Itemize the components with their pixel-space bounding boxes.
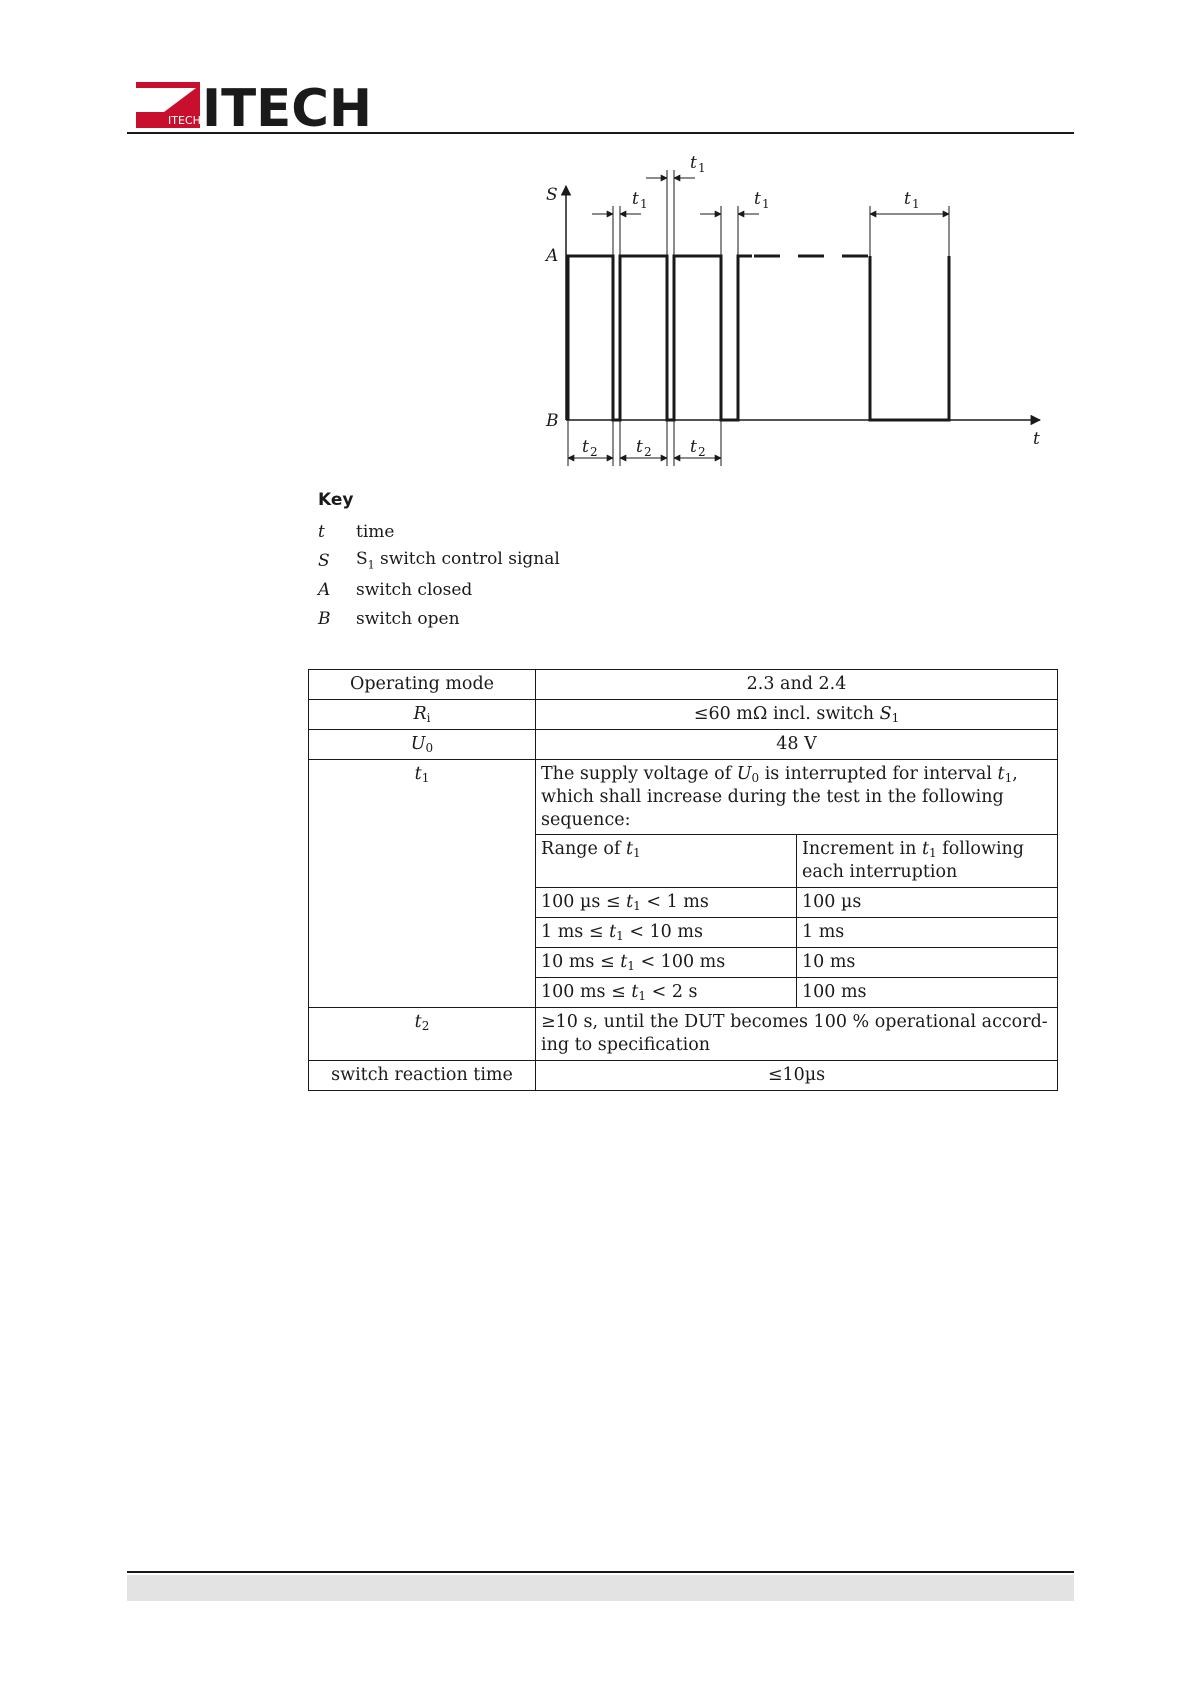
table-row — [536, 835, 1057, 888]
t2-value: ≥10 s, until the DUT becomes 100 % operational accord-ing to specification — [536, 1008, 1058, 1061]
u0-label: $U_0$ — [309, 730, 536, 760]
signal-last-pulse — [870, 256, 949, 420]
axis-t-label: t — [1033, 429, 1040, 449]
range-cell: 1 ms ≤ $t_1 < 10$ ms — [536, 918, 797, 948]
svg-text:t: t — [632, 189, 639, 209]
key-item: S $S_1$ switch control signal — [318, 549, 560, 572]
key-item: B switch open — [318, 608, 460, 629]
increment-cell: 100 ms — [797, 978, 1058, 1008]
table-row — [309, 730, 1058, 760]
table-row — [309, 760, 1058, 1008]
range-cell: 100 ms ≤ $t_1 < 2$ s — [536, 978, 797, 1008]
t1-value — [536, 760, 1058, 1008]
ri-label: $R_i$ — [309, 700, 536, 730]
operating-mode-value: 2.3 and 2.4 — [536, 670, 1058, 700]
increment-cell: 1 ms — [797, 918, 1058, 948]
t1-label: $t_1$ — [309, 760, 536, 1008]
key-item: A switch closed — [318, 579, 473, 600]
increment-cell: 100 µs — [797, 888, 1058, 918]
t2-labels — [582, 437, 706, 459]
key-item: t time — [318, 521, 395, 542]
t2-label: $t_2$ — [309, 1008, 536, 1061]
table-row — [536, 888, 1057, 918]
table-row — [536, 948, 1057, 978]
svg-text:2: 2 — [698, 445, 706, 459]
timing-diagram — [540, 150, 1060, 480]
t1-sequence-table — [536, 834, 1057, 1007]
svg-text:t: t — [904, 189, 911, 209]
table-row — [309, 1061, 1058, 1091]
table-row — [309, 700, 1058, 730]
range-cell: 10 ms ≤ $t_1 < 100$ ms — [536, 948, 797, 978]
u0-value: 48 V — [536, 730, 1058, 760]
t1-intro: The supply voltage of $U_0$ is interrupted for interval $t_1$, which shall increase during the test in the following sequence: — [541, 764, 1018, 830]
increment-cell: 10 ms — [797, 948, 1058, 978]
footer-band — [127, 1575, 1074, 1601]
svg-text:t: t — [582, 437, 589, 457]
svg-text:1: 1 — [640, 197, 648, 211]
svg-text:1: 1 — [698, 161, 706, 175]
operating-mode-label: Operating mode — [309, 670, 536, 700]
footer-rule — [127, 1571, 1074, 1573]
svg-text:t: t — [754, 189, 761, 209]
range-cell: 100 $\mu s \le t_1 < 1$ ms — [536, 888, 797, 918]
ri-value: ≤60 mΩ incl. switch $S_1$ — [536, 700, 1058, 730]
signal-waveform — [568, 256, 752, 420]
svg-text:t: t — [690, 153, 697, 173]
axis-s-label: S — [546, 185, 558, 205]
svg-text:1: 1 — [762, 197, 770, 211]
logo-mark-text: ITECH — [168, 114, 201, 127]
t1-labels — [632, 153, 920, 211]
range-header: Range of $t_1$ — [536, 835, 797, 888]
table-row — [309, 670, 1058, 700]
table-row — [309, 1008, 1058, 1061]
increment-header: Increment in $t_1$ following each interruption — [797, 835, 1058, 888]
svg-text:1: 1 — [912, 197, 920, 211]
svg-text:2: 2 — [644, 445, 652, 459]
svg-text:2: 2 — [590, 445, 598, 459]
switch-reaction-label: switch reaction time — [309, 1061, 536, 1091]
svg-text:t: t — [636, 437, 643, 457]
diagram-key — [318, 490, 718, 633]
header-rule — [127, 132, 1074, 134]
level-b-label: B — [546, 411, 559, 431]
level-a-label: A — [546, 246, 559, 266]
itech-logo — [136, 82, 376, 128]
key-title: Key — [318, 490, 354, 510]
svg-text:t: t — [690, 437, 697, 457]
logo-wordmark: ITECH — [202, 82, 372, 128]
table-row — [536, 978, 1057, 1008]
table-row — [536, 918, 1057, 948]
test-parameter-table — [308, 669, 1058, 1091]
switch-reaction-value: ≤10µs — [536, 1061, 1058, 1091]
